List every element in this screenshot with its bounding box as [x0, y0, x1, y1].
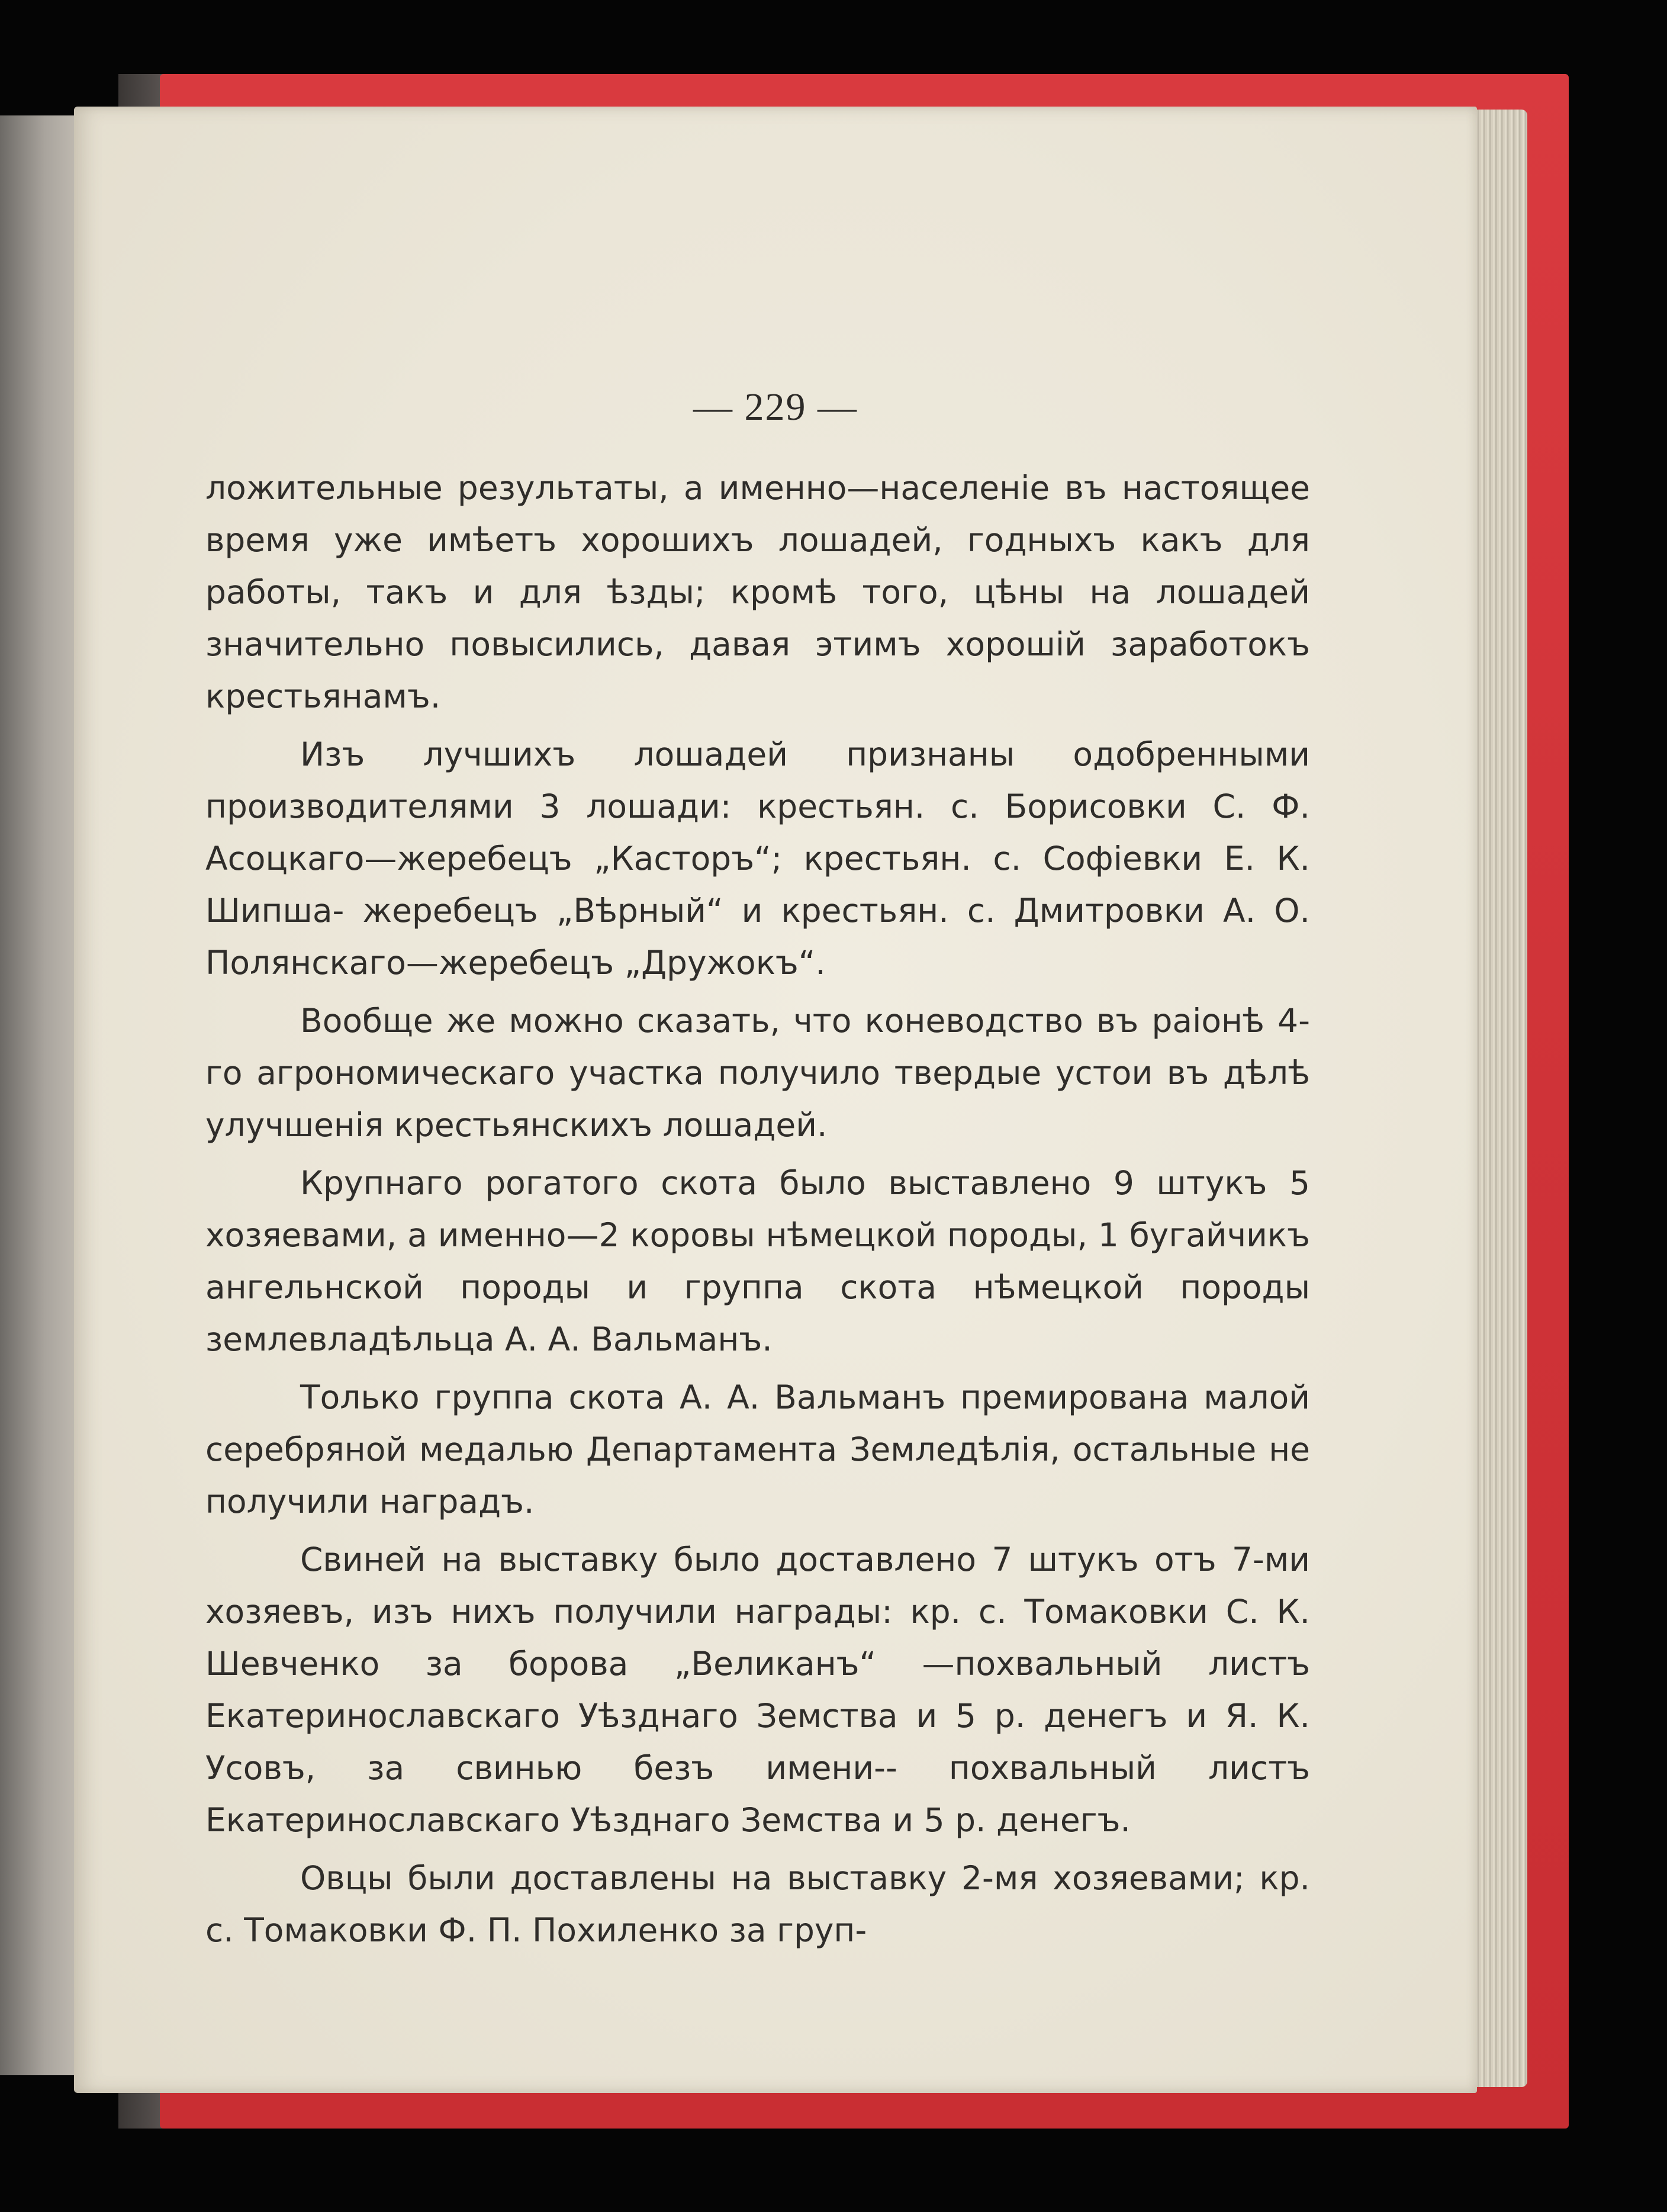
page-number: — 229 — [693, 385, 858, 429]
paragraph-7: Овцы были доставлены на выставку 2-мя хозяевами; кр. с. Томаковки Ф. П. Похиленко за груп- [205, 1859, 1310, 1949]
paragraph-6: Свиней на выставку было доставлено 7 штукъ отъ 7-ми хозяевъ, изъ нихъ получили награды: кр. с. Томаковки С. К. Шевченко за борова „Великанъ“ —похвальный листъ Екатеринославскаго Уѣзднаго Земства и 5 р. денегъ и Я. К. Усовъ, за свинью безъ имени-- похвальный листъ Екатеринославскаго Уѣзднаго Земства и 5 р. денегъ. [205, 1541, 1310, 1839]
paragraph-5: Только группа скота А. А. Вальманъ премирована малой серебряной медалью Департамента Земледѣлiя, остальные не получили наградъ. [205, 1378, 1310, 1520]
paragraph-1: ложительные результаты, а именно—населенiе въ настоящее время уже имѣетъ хорошихъ лошадей, годныхъ какъ для работы, такъ и для ѣзды; кромѣ того, цѣны на лошадей значительно повысились, давая этимъ хорошiй заработокъ крестьянамъ. [205, 469, 1310, 715]
book-page [74, 107, 1477, 2093]
paragraph-4: Крупнаго рогатого скота было выставлено 9 штукъ 5 хозяевами, а именно—2 коровы нѣмецкой породы, 1 бугайчикъ ангельнской породы и группа скота нѣмецкой породы землевладѣльца А. А. Вальманъ. [205, 1164, 1310, 1358]
paragraph-2: Изъ лучшихъ лошадей признаны одобренными производителями 3 лошади: крестьян. с. Борисовки С. Ф. Асоцкаго—жеребецъ „Касторъ“; крестьян. с. Софiевки Е. К. Шипша- жеребецъ „Вѣрный“ и крестьян. с. Дмитровки А. О. Полянскаго—жеребецъ „Дружокъ“. [205, 735, 1310, 982]
paragraph-3: Вообще же можно сказать, что коневодство въ раiонѣ 4-го агрономическаго участка получило твердые устои въ дѣлѣ улучшенiя крестьянскихъ лошадей. [205, 1002, 1310, 1144]
page-text [205, 462, 1310, 1962]
